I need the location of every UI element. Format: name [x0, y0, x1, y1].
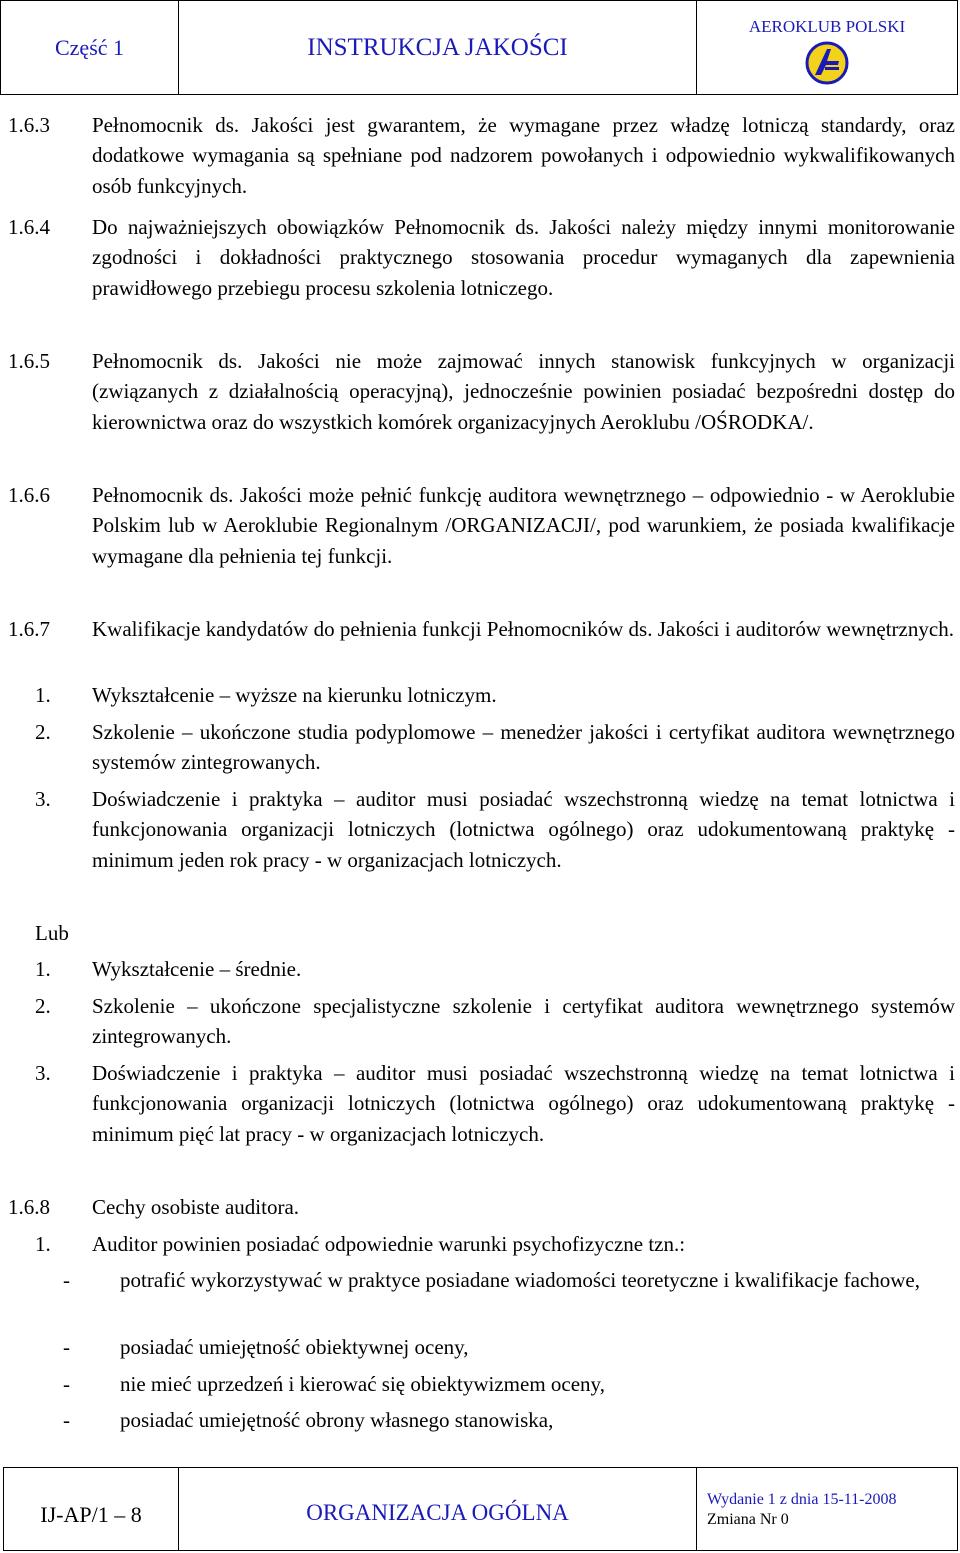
page-header — [0, 0, 958, 95]
section-number: 1.6.5 — [8, 349, 50, 373]
list-item-number: 1. — [35, 957, 51, 981]
bullet-dash: - — [63, 1268, 70, 1292]
page-footer — [3, 1467, 958, 1551]
edition-block — [697, 1468, 957, 1550]
section-number: 1.6.4 — [8, 215, 50, 239]
section-text: Pełnomocnik ds. Jakości może pełnić funkcję auditora wewnętrznego – odpowiednio - w Aeroklubie Polskim lub w Aeroklubie Regionalnym /ORGANIZACJI/, pod warunkiem, że posiada kwalifikacje wymagane dla pełnienia tej funkcji. — [92, 483, 955, 568]
list-item-number: 1. — [35, 683, 51, 707]
bullet-item: posiadać umiejętność obiektywnej oceny, — [120, 1335, 469, 1359]
section-text: Pełnomocnik ds. Jakości nie może zajmować innych stanowisk funkcyjnych w organizacji (związanych z działalnością operacyjną), jednocześnie powinien posiadać bezpośredni dostęp do kierownictwa oraz do wszystkich komórek organizacyjnych Aeroklubu /OŚRODKA/. — [92, 349, 955, 434]
list-item-number: 2. — [35, 994, 51, 1018]
list-item: Doświadczenie i praktyka – auditor musi posiadać wszechstronną wiedzę na temat lotnictwa i funkcjonowania organizacji lotniczych (lotnictwa ogólnego) oraz udokumentowaną praktykę - minimum jeden rok pracy - w organizacjach lotniczych. — [92, 787, 955, 872]
bullet-dash: - — [63, 1408, 70, 1432]
chapter-title: ORGANIZACJA OGÓLNA — [179, 1468, 697, 1550]
section-number: 1.6.8 — [8, 1195, 50, 1219]
organization-name: AEROKLUB POLSKI — [748, 17, 906, 36]
list-item-number: 3. — [35, 787, 51, 811]
section-text: Kwalifikacje kandydatów do pełnienia funkcji Pełnomocników ds. Jakości i auditorów wewnętrznych. — [92, 617, 954, 641]
page-code: IJ-AP/1 – 8 — [4, 1468, 179, 1550]
list-item: Wykształcenie – wyższe na kierunku lotniczym. — [92, 683, 497, 707]
document-title: INSTRUKCJA JAKOŚCI — [179, 1, 697, 94]
section-number: 1.6.7 — [8, 617, 50, 641]
edition-info: Wydanie 1 z dnia 15-11-2008 — [707, 1491, 897, 1508]
alternative-label: Lub — [35, 921, 69, 945]
section-text: Do najważniejszych obowiązków Pełnomocnik ds. Jakości należy między innymi monitorowanie zgodności i dokładności praktycznego stosowania procedur wymaganych dla zapewnienia prawidłowego przebiegu procesu szkolenia lotniczego. — [92, 215, 955, 300]
list-item-number: 3. — [35, 1061, 51, 1085]
section-text: Cechy osobiste auditora. — [92, 1195, 300, 1219]
section-text: Pełnomocnik ds. Jakości jest gwarantem, że wymagane przez władzę lotniczą standardy, oraz dodatkowe wymagania są spełniane pod nadzorem powołanych i odpowiednio wykwalifikowanych osób funkcyjnych. — [92, 113, 955, 198]
list-item: Szkolenie – ukończone studia podyplomowe – menedżer jakości i certyfikat auditora wewnętrznego systemów zintegrowanych. — [92, 720, 955, 775]
change-info: Zmiana Nr 0 — [707, 1511, 789, 1528]
part-label: Część 1 — [1, 1, 179, 94]
bullet-item: potrafić wykorzystywać w praktyce posiadane wiadomości teoretyczne i kwalifikacje fachowe, — [120, 1268, 920, 1292]
section-number: 1.6.3 — [8, 113, 50, 137]
list-item: Szkolenie – ukończone specjalistyczne szkolenie i certyfikat auditora wewnętrznego systemów zintegrowanych. — [92, 994, 955, 1049]
list-item: Auditor powinien posiadać odpowiednie warunki psychofizyczne tzn.: — [92, 1232, 686, 1256]
bullet-dash: - — [63, 1372, 70, 1396]
bullet-item: nie mieć uprzedzeń i kierować się obiektywizmem oceny, — [120, 1372, 605, 1396]
list-item-number: 1. — [35, 1232, 51, 1256]
bullet-dash: - — [63, 1335, 70, 1359]
list-item-number: 2. — [35, 720, 51, 744]
list-item: Wykształcenie – średnie. — [92, 957, 302, 981]
list-item: Doświadczenie i praktyka – auditor musi posiadać wszechstronną wiedzę na temat lotnictwa i funkcjonowania organizacji lotniczych (lotnictwa ogólnego) oraz udokumentowaną praktykę - minimum pięć lat pracy - w organizacjach lotniczych. — [92, 1061, 955, 1146]
bullet-item: posiadać umiejętność obrony własnego stanowiska, — [120, 1408, 554, 1432]
aeroklub-logo-icon — [805, 41, 849, 85]
section-number: 1.6.6 — [8, 483, 50, 507]
organization-block — [697, 1, 957, 94]
